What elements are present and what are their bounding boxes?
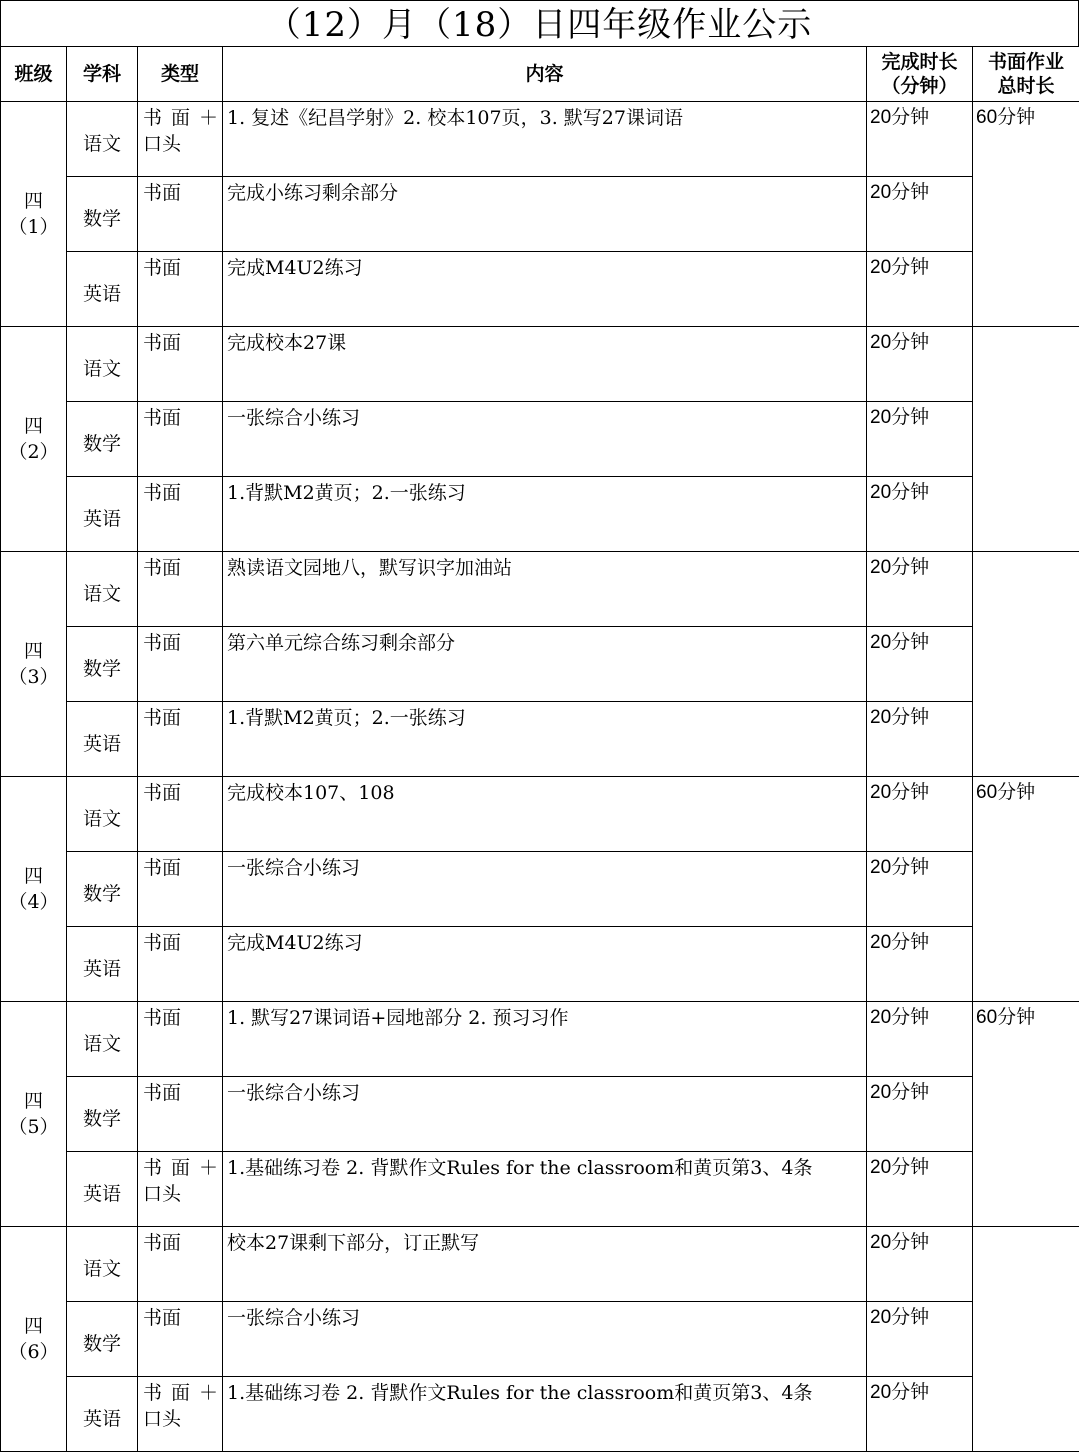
total-duration-cell: 60分钟 — [973, 102, 1079, 327]
content-cell: 一张综合小练习 — [223, 852, 867, 927]
duration-cell: 20分钟 — [867, 477, 973, 552]
table-row — [1, 402, 1079, 477]
subject-cell: 英语 — [67, 477, 138, 552]
table-row — [1, 777, 1079, 852]
content-cell: 1.基础练习卷 2. 背默作文Rules for the classroom和黄页第3、4条 — [223, 1152, 867, 1227]
subject-cell: 数学 — [67, 1302, 138, 1377]
content-cell: 完成校本27课 — [223, 327, 867, 402]
content-cell: 校本27课剩下部分，订正默写 — [223, 1227, 867, 1302]
subject-cell: 语文 — [67, 777, 138, 852]
type-cell: 书 面 ＋口头 — [138, 1152, 223, 1227]
duration-cell: 20分钟 — [867, 927, 973, 1002]
content-cell: 一张综合小练习 — [223, 1077, 867, 1152]
type-cell: 书面 — [138, 1302, 223, 1377]
class-cell — [1, 777, 67, 1002]
header-row — [1, 47, 1079, 102]
duration-cell: 20分钟 — [867, 552, 973, 627]
class-grade: 四 — [1, 863, 66, 889]
total-duration-cell: 60分钟 — [973, 777, 1079, 1002]
total-duration-cell — [973, 552, 1079, 777]
subject-cell: 英语 — [67, 702, 138, 777]
class-cell — [1, 1002, 67, 1227]
type-cell: 书面 — [138, 627, 223, 702]
table-row — [1, 252, 1079, 327]
total-duration-cell — [973, 327, 1079, 552]
duration-cell: 20分钟 — [867, 852, 973, 927]
subject-cell: 英语 — [67, 252, 138, 327]
class-cell — [1, 552, 67, 777]
class-cell — [1, 327, 67, 552]
class-number: （6） — [1, 1339, 66, 1365]
class-number: （2） — [1, 439, 66, 465]
type-cell: 书面 — [138, 777, 223, 852]
type-cell: 书面 — [138, 1077, 223, 1152]
homework-table — [0, 46, 1079, 1452]
subject-cell: 英语 — [67, 1152, 138, 1227]
content-cell: 1. 默写27课词语+园地部分 2. 预习习作 — [223, 1002, 867, 1077]
table-row — [1, 327, 1079, 402]
duration-cell: 20分钟 — [867, 1002, 973, 1077]
duration-cell: 20分钟 — [867, 627, 973, 702]
page-title: （12）月（18）日四年级作业公示 — [0, 0, 1079, 47]
duration-cell: 20分钟 — [867, 702, 973, 777]
table-row — [1, 702, 1079, 777]
duration-cell: 20分钟 — [867, 327, 973, 402]
subject-cell: 语文 — [67, 102, 138, 177]
content-cell: 1.背默M2黄页；2.一张练习 — [223, 702, 867, 777]
header-subject: 学科 — [67, 47, 138, 102]
header-class: 班级 — [1, 47, 67, 102]
content-cell: 1.基础练习卷 2. 背默作文Rules for the classroom和黄页第3、4条 — [223, 1377, 867, 1452]
header-type: 类型 — [138, 47, 223, 102]
subject-cell: 语文 — [67, 327, 138, 402]
subject-cell: 语文 — [67, 1227, 138, 1302]
subject-cell: 数学 — [67, 852, 138, 927]
total-duration-cell: 60分钟 — [973, 1002, 1079, 1227]
class-number: （5） — [1, 1114, 66, 1140]
header-duration-line2: （分钟） — [867, 74, 972, 98]
table-row — [1, 627, 1079, 702]
content-cell: 一张综合小练习 — [223, 402, 867, 477]
header-total-line1: 书面作业 — [973, 50, 1079, 74]
content-cell: 第六单元综合练习剩余部分 — [223, 627, 867, 702]
table-row — [1, 177, 1079, 252]
type-cell: 书面 — [138, 702, 223, 777]
type-cell: 书面 — [138, 1002, 223, 1077]
subject-cell: 语文 — [67, 1002, 138, 1077]
subject-cell: 英语 — [67, 1377, 138, 1452]
table-body — [1, 102, 1079, 1452]
table-row — [1, 552, 1079, 627]
duration-cell: 20分钟 — [867, 1227, 973, 1302]
duration-cell: 20分钟 — [867, 1077, 973, 1152]
content-cell: 1. 复述《纪昌学射》2. 校本107页，3. 默写27课词语 — [223, 102, 867, 177]
class-grade: 四 — [1, 1313, 66, 1339]
subject-cell: 数学 — [67, 627, 138, 702]
table-row — [1, 1077, 1079, 1152]
content-cell: 完成M4U2练习 — [223, 252, 867, 327]
duration-cell: 20分钟 — [867, 177, 973, 252]
class-grade: 四 — [1, 1088, 66, 1114]
subject-cell: 语文 — [67, 552, 138, 627]
type-cell: 书 面 ＋口头 — [138, 1377, 223, 1452]
type-cell: 书面 — [138, 402, 223, 477]
type-cell: 书 面 ＋口头 — [138, 102, 223, 177]
duration-cell: 20分钟 — [867, 1302, 973, 1377]
content-cell: 1.背默M2黄页；2.一张练习 — [223, 477, 867, 552]
header-total — [973, 47, 1079, 102]
content-cell: 完成M4U2练习 — [223, 927, 867, 1002]
class-grade: 四 — [1, 188, 66, 214]
duration-cell: 20分钟 — [867, 1152, 973, 1227]
content-cell: 一张综合小练习 — [223, 1302, 867, 1377]
header-duration-line1: 完成时长 — [867, 50, 972, 74]
class-cell — [1, 102, 67, 327]
header-content: 内容 — [223, 47, 867, 102]
class-number: （4） — [1, 889, 66, 915]
class-number: （3） — [1, 664, 66, 690]
type-cell: 书面 — [138, 252, 223, 327]
table-row — [1, 1302, 1079, 1377]
subject-cell: 英语 — [67, 927, 138, 1002]
class-grade: 四 — [1, 638, 66, 664]
table-row — [1, 1002, 1079, 1077]
duration-cell: 20分钟 — [867, 102, 973, 177]
table-row — [1, 477, 1079, 552]
table-row — [1, 1152, 1079, 1227]
content-cell: 熟读语文园地八，默写识字加油站 — [223, 552, 867, 627]
duration-cell: 20分钟 — [867, 777, 973, 852]
type-cell: 书面 — [138, 552, 223, 627]
type-cell: 书面 — [138, 852, 223, 927]
type-cell: 书面 — [138, 477, 223, 552]
table-row — [1, 102, 1079, 177]
table-row — [1, 852, 1079, 927]
duration-cell: 20分钟 — [867, 1377, 973, 1452]
class-number: （1） — [1, 214, 66, 240]
subject-cell: 数学 — [67, 402, 138, 477]
duration-cell: 20分钟 — [867, 252, 973, 327]
class-cell — [1, 1227, 67, 1452]
table-row — [1, 1227, 1079, 1302]
total-duration-cell — [973, 1227, 1079, 1452]
type-cell: 书面 — [138, 177, 223, 252]
table-row — [1, 1377, 1079, 1452]
header-duration — [867, 47, 973, 102]
class-grade: 四 — [1, 413, 66, 439]
duration-cell: 20分钟 — [867, 402, 973, 477]
subject-cell: 数学 — [67, 1077, 138, 1152]
subject-cell: 数学 — [67, 177, 138, 252]
header-total-line2: 总时长 — [973, 74, 1079, 98]
content-cell: 完成校本107、108 — [223, 777, 867, 852]
type-cell: 书面 — [138, 327, 223, 402]
type-cell: 书面 — [138, 927, 223, 1002]
type-cell: 书面 — [138, 1227, 223, 1302]
content-cell: 完成小练习剩余部分 — [223, 177, 867, 252]
table-row — [1, 927, 1079, 1002]
